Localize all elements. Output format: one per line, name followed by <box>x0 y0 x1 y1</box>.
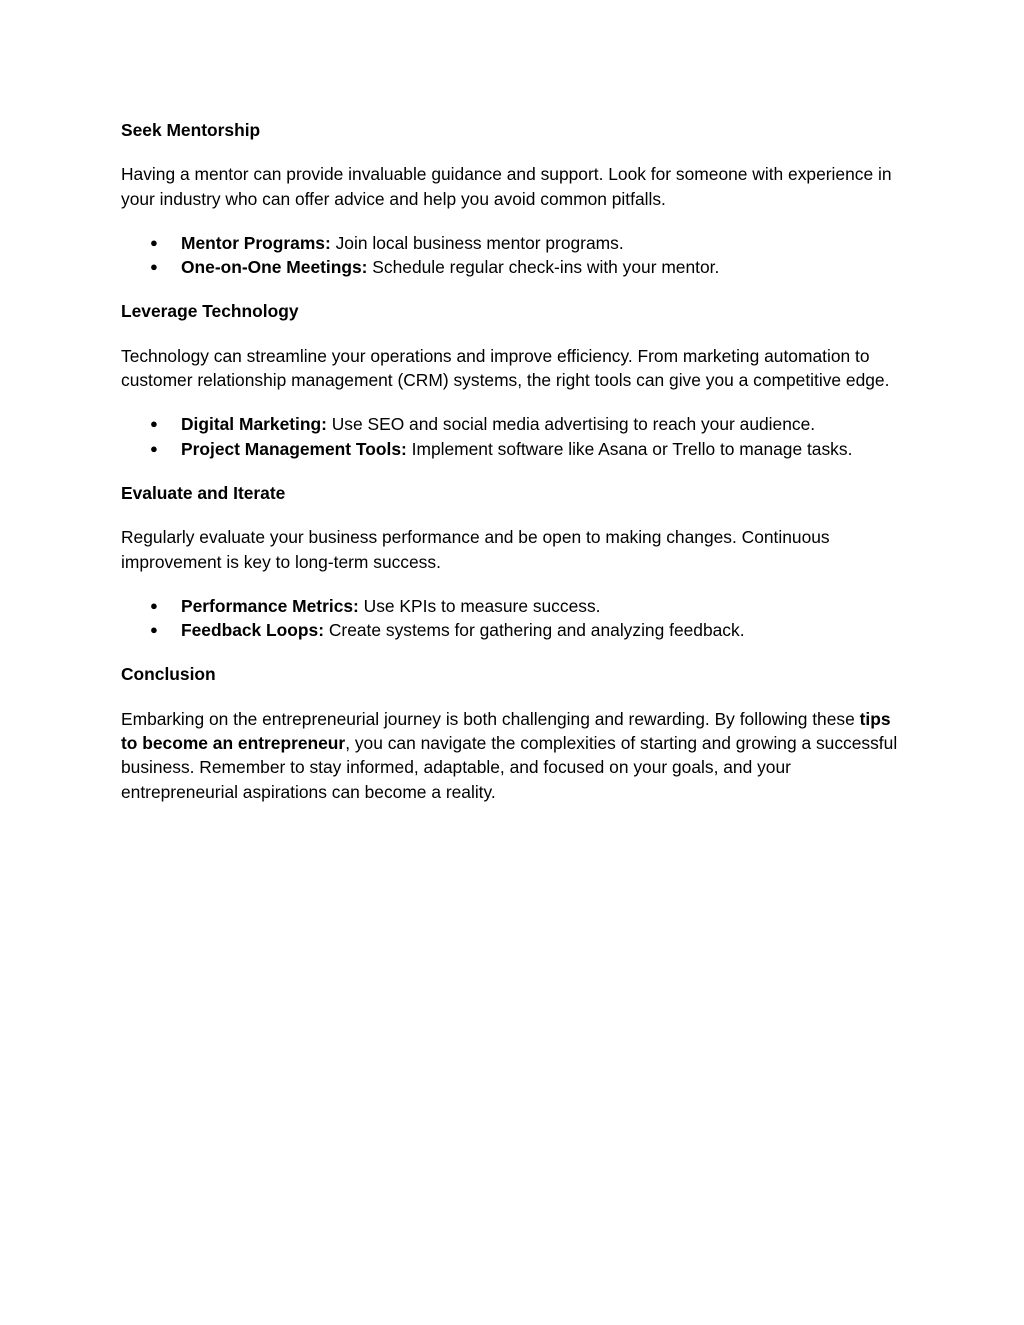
bullet-icon: ● <box>150 259 158 275</box>
conclusion-text-end: , you can navigate the complexities of starting and growing a successful business. Remember to stay informed, adaptable, and focused on your goals, and your entrepreneurial aspirations can become a reality. <box>121 733 898 802</box>
list-item-text: Implement software like Asana or Trello to manage tasks. <box>406 438 853 459</box>
bullet-icon: ● <box>150 234 158 250</box>
list-item-term: Performance Metrics: <box>181 595 359 616</box>
list-item-term: Mentor Programs: <box>181 232 331 253</box>
section-paragraph: Having a mentor can provide invaluable guidance and support. Look for someone with experience in your industry who can offer advice and help you avoid common pitfalls. <box>121 164 892 209</box>
section-paragraph: Regularly evaluate your business performance and be open to making changes. Continuous improvement is key to long-term success. <box>121 527 830 572</box>
section-heading: Evaluate and Iterate <box>121 482 286 503</box>
bullet-icon: ● <box>150 440 158 456</box>
list-item-text: Join local business mentor programs. <box>330 232 624 253</box>
document-page <box>121 118 911 824</box>
list-item-term: Project Management Tools: <box>181 438 407 459</box>
list-item-term: Feedback Loops: <box>181 620 325 641</box>
conclusion-paragraph <box>121 707 911 804</box>
list-item <box>121 255 911 279</box>
list-item <box>121 618 911 642</box>
bullet-icon: ● <box>150 597 158 613</box>
list-item <box>121 412 911 436</box>
list-item-text: Create systems for gathering and analyzing feedback. <box>324 620 745 641</box>
list-item-term: One-on-One Meetings: <box>181 257 368 278</box>
section-heading: Seek Mentorship <box>121 120 261 140</box>
bullet-icon: ● <box>150 622 158 638</box>
section-paragraph: Technology can streamline your operations and improve efficiency. From marketing automation to customer relationship management (CRM) systems, the right tools can give you a competitive edge. <box>121 345 890 391</box>
conclusion-heading: Conclusion <box>121 664 216 685</box>
list-item <box>121 437 911 461</box>
conclusion-bold-phrase: tips to become an entrepreneur <box>121 708 891 754</box>
bullet-list <box>121 231 911 280</box>
list-item-term: Digital Marketing: <box>181 414 327 435</box>
list-item-text: Use SEO and social media advertising to reach your audience. <box>326 414 816 435</box>
section-heading: Leverage Technology <box>121 301 299 322</box>
conclusion-text-start: Embarking on the entrepreneurial journey is both challenging and rewarding. By following these <box>121 708 860 729</box>
list-item <box>121 231 911 255</box>
bullet-list <box>121 594 911 643</box>
list-item <box>121 594 911 618</box>
list-item-text: Use KPIs to measure success. <box>358 595 601 616</box>
bullet-list <box>121 412 911 461</box>
list-item-text: Schedule regular check-ins with your mentor. <box>367 257 720 278</box>
bullet-icon: ● <box>150 416 158 432</box>
